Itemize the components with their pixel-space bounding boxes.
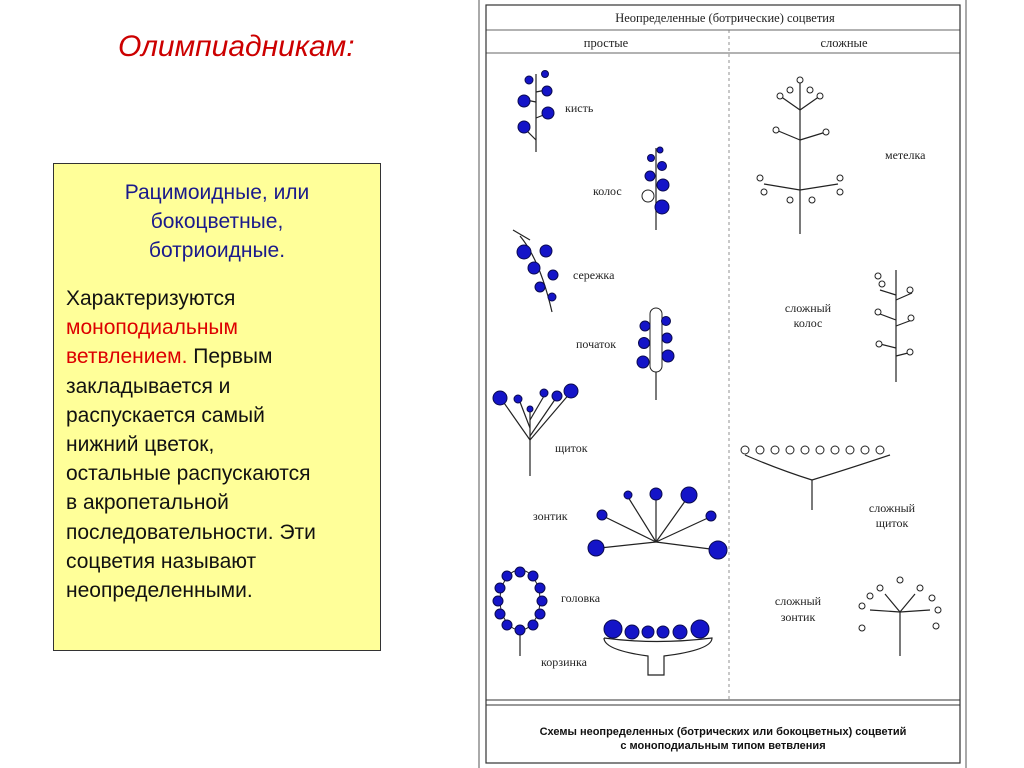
heading-line: бокоцветные, [150,210,284,233]
label-basket: корзинка [541,655,587,669]
body-line: последовательности. Эти [66,520,316,544]
body-line-highlight: моноподиальным [66,316,238,340]
label-raceme: кисть [565,101,594,115]
body-text: Первым [187,345,273,369]
column-header-simple: простые [583,36,629,50]
label-compound-umbel-2: зонтик [780,610,816,624]
body-line: неопределенными. [66,579,253,603]
body-line: соцветия называют [66,549,257,573]
label-corymb: щиток [555,441,588,455]
body-line: нижний цветок, [66,433,215,457]
body-line: в акропетальной [66,491,229,515]
column-header-complex: сложные [820,36,868,50]
label-compound-corymb-1: сложный [868,501,916,515]
body-line: закладывается и [66,374,231,398]
table-title: Неопределенные (ботрические) соцветия [615,11,835,25]
label-catkin: сережка [573,268,615,282]
label-compound-spike-1: сложный [784,301,832,315]
body-line: распускается самый [66,403,265,427]
body-line: Характеризуются [66,287,236,310]
label-compound-spike-2: колос [793,316,823,330]
label-umbel: зонтик [533,509,568,523]
label-compound-umbel-1: сложный [774,594,822,608]
label-spadix: початок [576,337,617,351]
label-compound-corymb-2: щиток [875,516,909,530]
heading-line: Рацимоидные, или [124,181,310,204]
label-head: головка [561,591,601,605]
label-panicle: метелка [885,148,926,162]
heading-line: ботриоидные. [148,239,286,262]
label-spike: колос [593,184,622,198]
body-line: остальные распускаются [66,462,311,486]
caption-line-1: Схемы неопределенных (ботрических или бокоцветных) соцветий [539,726,907,738]
caption-line-2: с моноподиальным типом ветвления [620,740,826,752]
body-highlight: ветвлением. [66,345,188,369]
slide-title: Олимпиадникам: [118,30,355,63]
